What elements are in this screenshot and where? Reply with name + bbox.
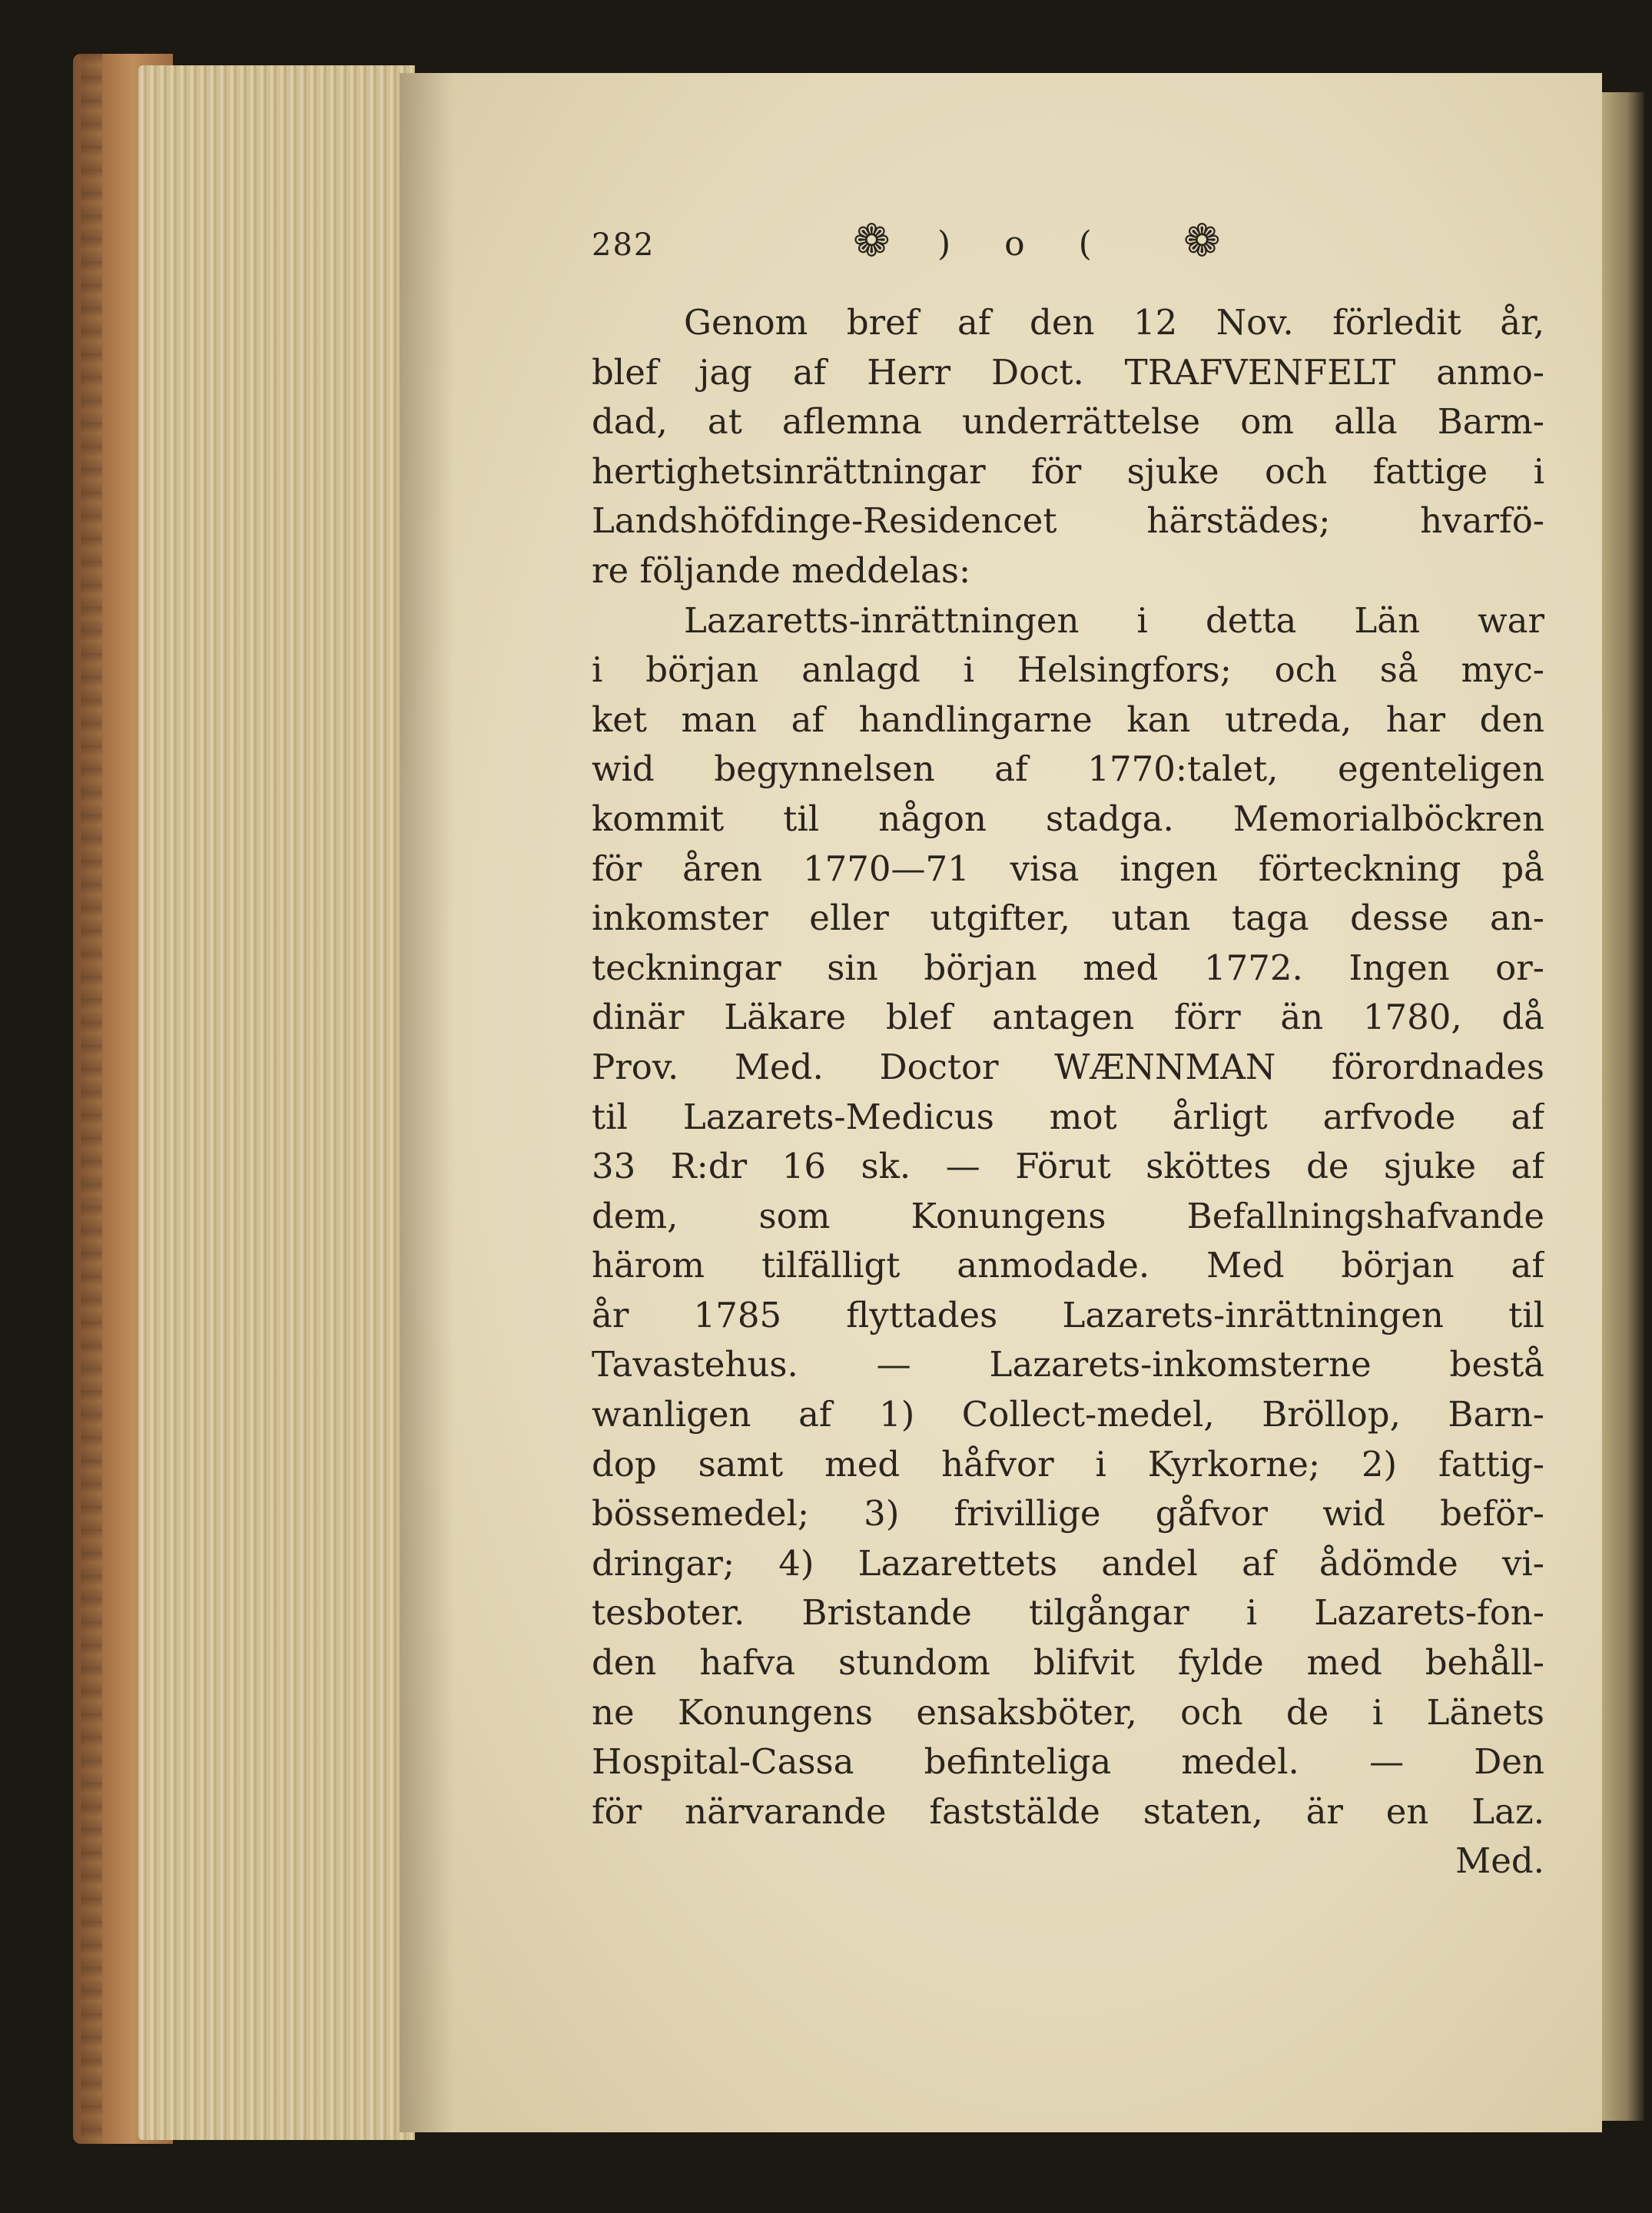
text-line: härom tilfälligt anmodade. Med början af bbox=[592, 1245, 1544, 1286]
catchword: Med. bbox=[1455, 1840, 1544, 1882]
text-line: Genom bref af den 12 Nov. förledit år, bbox=[684, 302, 1544, 343]
text-line: i början anlagd i Helsingfors; och så myc- bbox=[592, 649, 1544, 691]
text-line: dop samt med håfvor i Kyrkorne; 2) fattig- bbox=[592, 1443, 1544, 1485]
text-line: wanligen af 1) Collect-medel, Bröllop, Barn- bbox=[592, 1394, 1544, 1435]
text-line: dinär Läkare blef antagen förr än 1780, då bbox=[592, 997, 1544, 1038]
text-line: tesboter. Bristande tilgångar i Lazarets-fon- bbox=[592, 1592, 1544, 1634]
text-line: Tavastehus. — Lazarets-inkomsterne bestå bbox=[592, 1344, 1544, 1385]
page-number: 282 bbox=[592, 227, 655, 263]
text-line: kommit til någon stadga. Memorialböckren bbox=[592, 798, 1544, 839]
body-text bbox=[592, 298, 1544, 1886]
text-line: Hospital-Cassa befinteliga medel. — Den bbox=[592, 1741, 1544, 1783]
text-line: Prov. Med. Doctor WÆNNMAN förordnades bbox=[592, 1046, 1544, 1087]
text-line: för åren 1770—71 visa ingen förteckning på bbox=[592, 848, 1544, 889]
header-ornament-divider: ) o ( bbox=[937, 224, 1113, 264]
text-line: år 1785 flyttades Lazarets-inrättningen til bbox=[592, 1294, 1544, 1335]
text-line: wid begynnelsen af 1770:talet, egenteligen bbox=[592, 748, 1544, 790]
flower-ornament-icon: ❁ bbox=[1183, 214, 1221, 267]
text-line: Lazaretts-inrättningen i detta Län war bbox=[684, 599, 1544, 641]
text-line: re följande meddelas: bbox=[592, 549, 971, 591]
text-line: dringar; 4) Lazarettets andel af ådömde vi- bbox=[592, 1542, 1544, 1584]
text-line: den hafva stundom blifvit fylde med behåll- bbox=[592, 1642, 1544, 1684]
text-line: hertighetsinrättningar för sjuke och fattige i bbox=[592, 450, 1544, 492]
text-line: dad, at aflemna underrättelse om alla Barm- bbox=[592, 401, 1544, 443]
text-line: Landshöfdinge-Residencet härstädes; hvarfö- bbox=[592, 500, 1544, 542]
flower-ornament-icon: ❁ bbox=[853, 214, 891, 267]
page-edges bbox=[138, 65, 415, 2140]
text-line: dem, som Konungens Befallningshafvande bbox=[592, 1195, 1544, 1236]
text-line: ket man af handlingarne kan utreda, har den bbox=[592, 698, 1544, 740]
text-line: blef jag af Herr Doct. TRAFVENFELT anmo- bbox=[592, 351, 1544, 393]
facing-page-edge bbox=[1602, 92, 1644, 2121]
text-line: för närvarande faststälde staten, är en Laz. bbox=[592, 1790, 1544, 1832]
text-line: ne Konungens ensaksböter, och de i Länets bbox=[592, 1691, 1544, 1733]
running-header bbox=[592, 207, 1283, 277]
text-line: 33 R:dr 16 sk. — Förut sköttes de sjuke af bbox=[592, 1146, 1544, 1187]
text-line: inkomster eller utgifter, utan taga desse an- bbox=[592, 897, 1544, 939]
text-line: bössemedel; 3) frivillige gåfvor wid beför- bbox=[592, 1493, 1544, 1535]
text-line: til Lazarets-Medicus mot årligt arfvode af bbox=[592, 1096, 1544, 1137]
page-gutter-shadow bbox=[400, 73, 453, 2132]
text-line: teckningar sin början med 1772. Ingen or- bbox=[592, 947, 1544, 988]
